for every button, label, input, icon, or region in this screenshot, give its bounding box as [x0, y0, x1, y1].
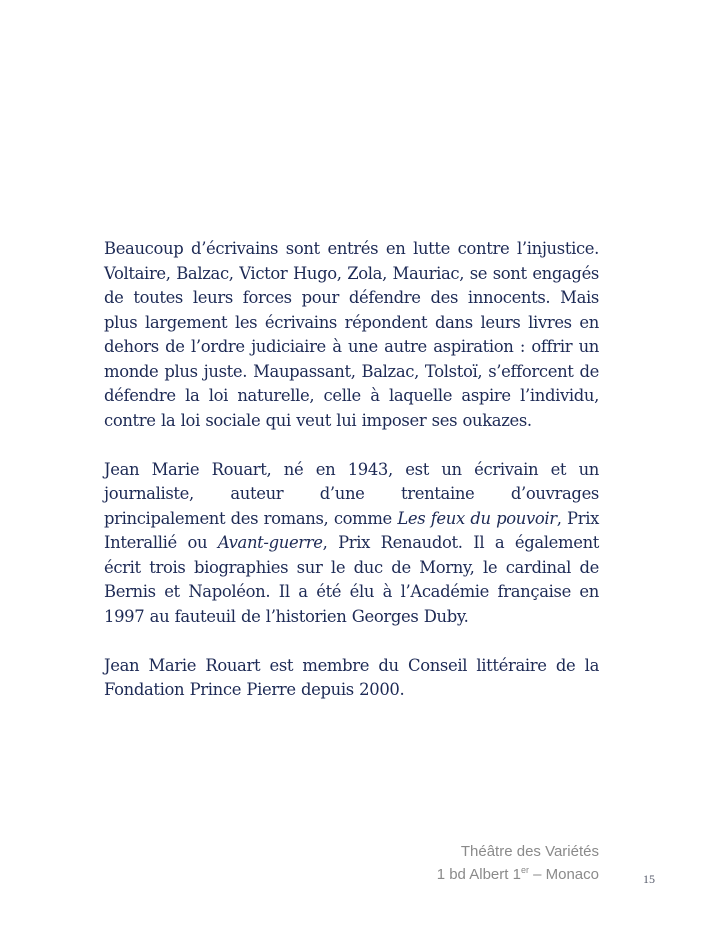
bio-text-part-1: Jean Marie Rouart, né en 1943, est un écrivain et un journaliste, auteur d’une trentaine d’ouvrages principalement des romans, comme: [104, 459, 599, 528]
book-title-avant-guerre: Avant-guerre: [217, 533, 323, 552]
bio-text-part-3: , Prix Renaudot. Il a également écrit trois biographies sur le duc de Morny, le cardinal de Bernis et Napoléon. Il a été élu à l’Académie française en 1997 au fauteuil de l’historien Georges Duby.: [104, 533, 600, 626]
page-number: 15: [643, 872, 655, 886]
street-prefix: 1 bd Albert 1: [436, 866, 521, 883]
venue-street: [437, 863, 599, 886]
venue-name: Théâtre des Variétés: [460, 843, 599, 860]
body-text: [104, 237, 599, 727]
ordinal-suffix: er: [520, 865, 529, 875]
bio-text-part-2: , Prix Interallié ou: [104, 508, 600, 552]
paragraph-author-bio: [104, 458, 599, 630]
paragraph-writers-justice: Beaucoup d’écrivains sont entrés en lutte contre l’injustice. Voltaire, Balzac, Victor Hugo, Zola, Mauriac, se sont engagés de toutes leurs forces pour défendre des innocents. Mais plus largement les écrivains répondent dans leurs livres en dehors de l’ordre judiciaire à une autre aspiration : offrir un monde plus juste. Maupassant, Balzac, Tolstoï, s’efforcent de défendre la loi naturelle, celle à laquelle aspire l’individu, contre la loi sociale qui veut lui imposer ses oukazes.: [104, 239, 599, 430]
city: – Monaco: [528, 866, 599, 883]
venue-address: [437, 840, 599, 886]
paragraph-membership: Jean Marie Rouart est membre du Conseil littéraire de la Fondation Prince Pierre depuis 2000.: [104, 655, 599, 699]
book-title-les-feux-du-pouvoir: Les feux du pouvoir: [397, 508, 557, 528]
